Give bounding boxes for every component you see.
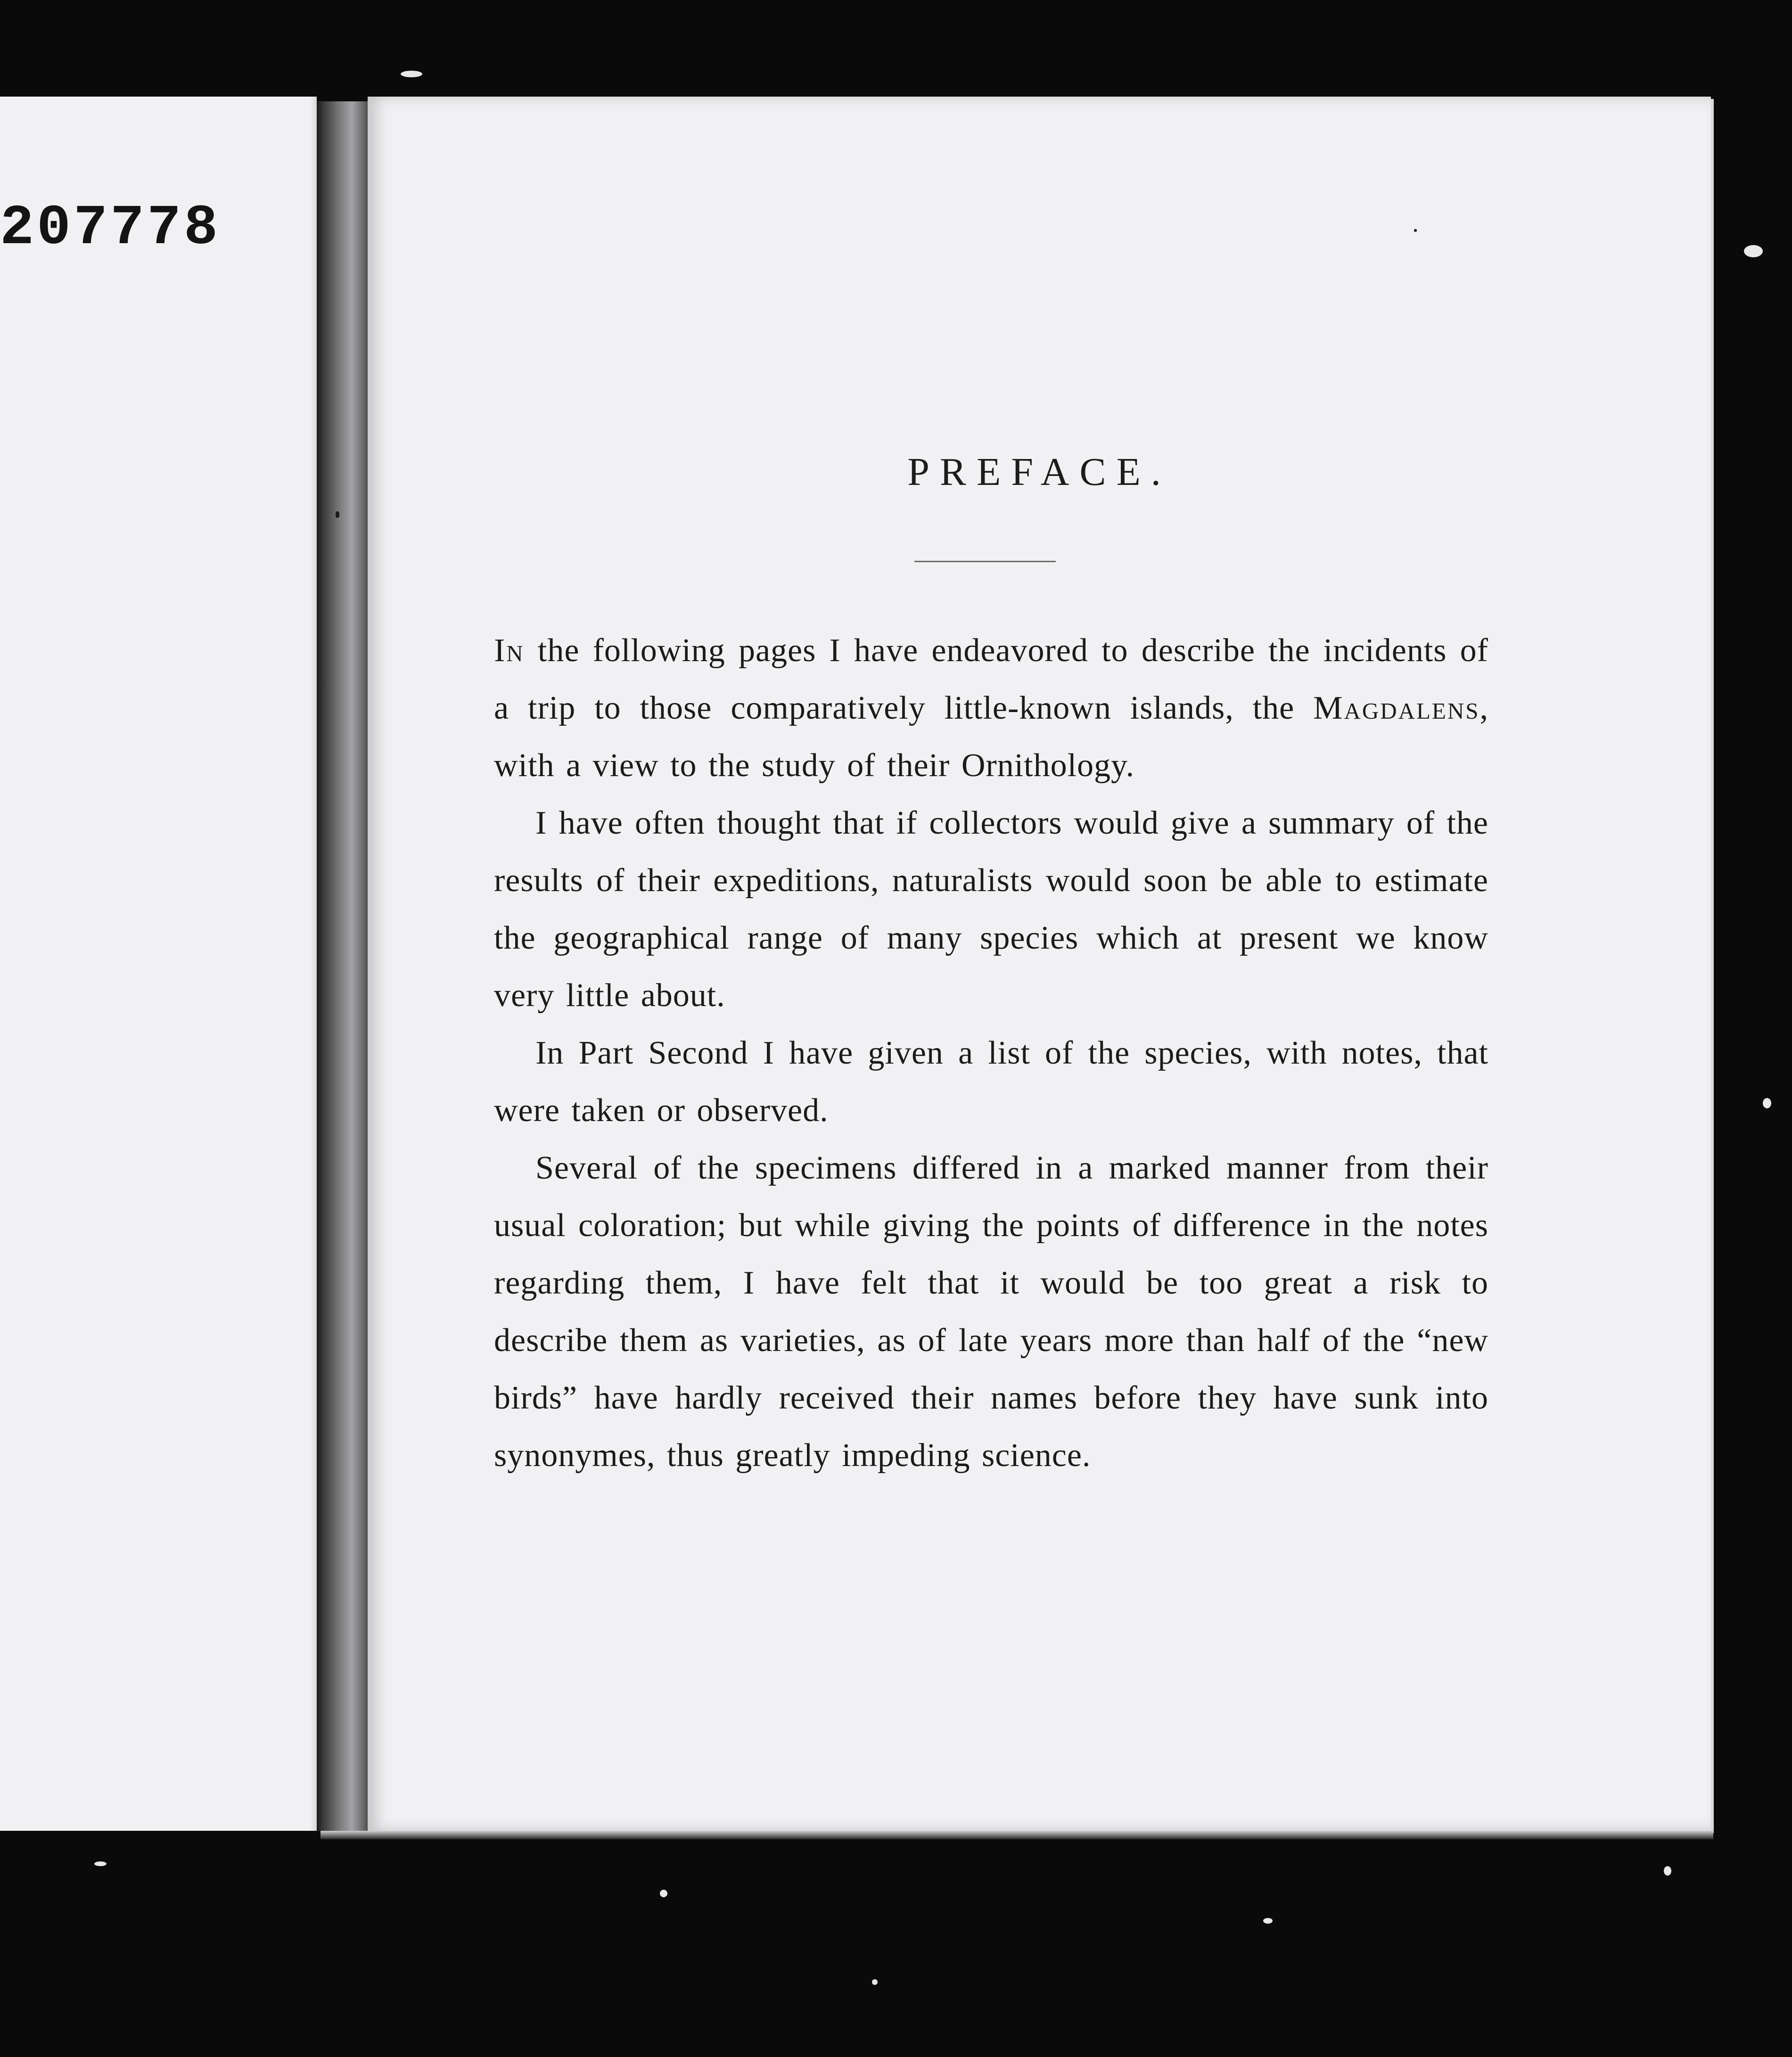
scan-speck: [1763, 1098, 1771, 1108]
scan-speck: [872, 1979, 878, 1985]
title-rule: [914, 561, 1056, 562]
paragraph-2: I have often thought that if collectors would give a summary of the results of their expeditions, naturalists would soon be able to estimate the geographical range of many species which at present we know very little about.: [494, 805, 1488, 1014]
scan-speck: [94, 1861, 107, 1866]
paragraph-3: In Part Second I have given a list of the species, with notes, that were taken or observed.: [494, 1035, 1488, 1129]
left-page-edge: [310, 97, 317, 1831]
paragraph-1-lead: In: [494, 632, 525, 669]
paragraph-1: [494, 622, 1488, 795]
left-page: [0, 97, 317, 1831]
right-page-edge: [1711, 99, 1714, 1833]
paragraph-1-tail: , with a view to the study of their Ornithology.: [494, 690, 1488, 784]
scan-speck: [660, 1890, 667, 1897]
page-title: PREFACE.: [907, 450, 1171, 494]
page-mark: [1414, 229, 1417, 232]
scan-speck: [1744, 245, 1763, 257]
scan-speck: [401, 71, 422, 77]
paragraph-1-place: Magdalens: [1313, 690, 1480, 726]
paragraph-4: Several of the specimens differed in a marked manner from their usual coloration; but while giving the points of difference in the notes regarding them, I have felt that it would be too great a risk to describe them as varieties, as of late years more than half of the “new birds” have hardly received their names before they have sunk into synonymes, thus greatly impeding science.: [494, 1150, 1488, 1474]
page-bottom-edge: [321, 1831, 1713, 1839]
paragraph-1-text: the following pages I have endeavored to describe the incidents of a trip to those comparatively little-known islands, the: [494, 632, 1488, 726]
scan-speck: [1664, 1866, 1671, 1876]
book-gutter-shadow: [317, 101, 373, 1831]
accession-stamp: 207778: [0, 197, 221, 261]
scan-speck: [1263, 1918, 1273, 1924]
preface-body: [494, 622, 1488, 1484]
page-mark: [336, 511, 339, 518]
